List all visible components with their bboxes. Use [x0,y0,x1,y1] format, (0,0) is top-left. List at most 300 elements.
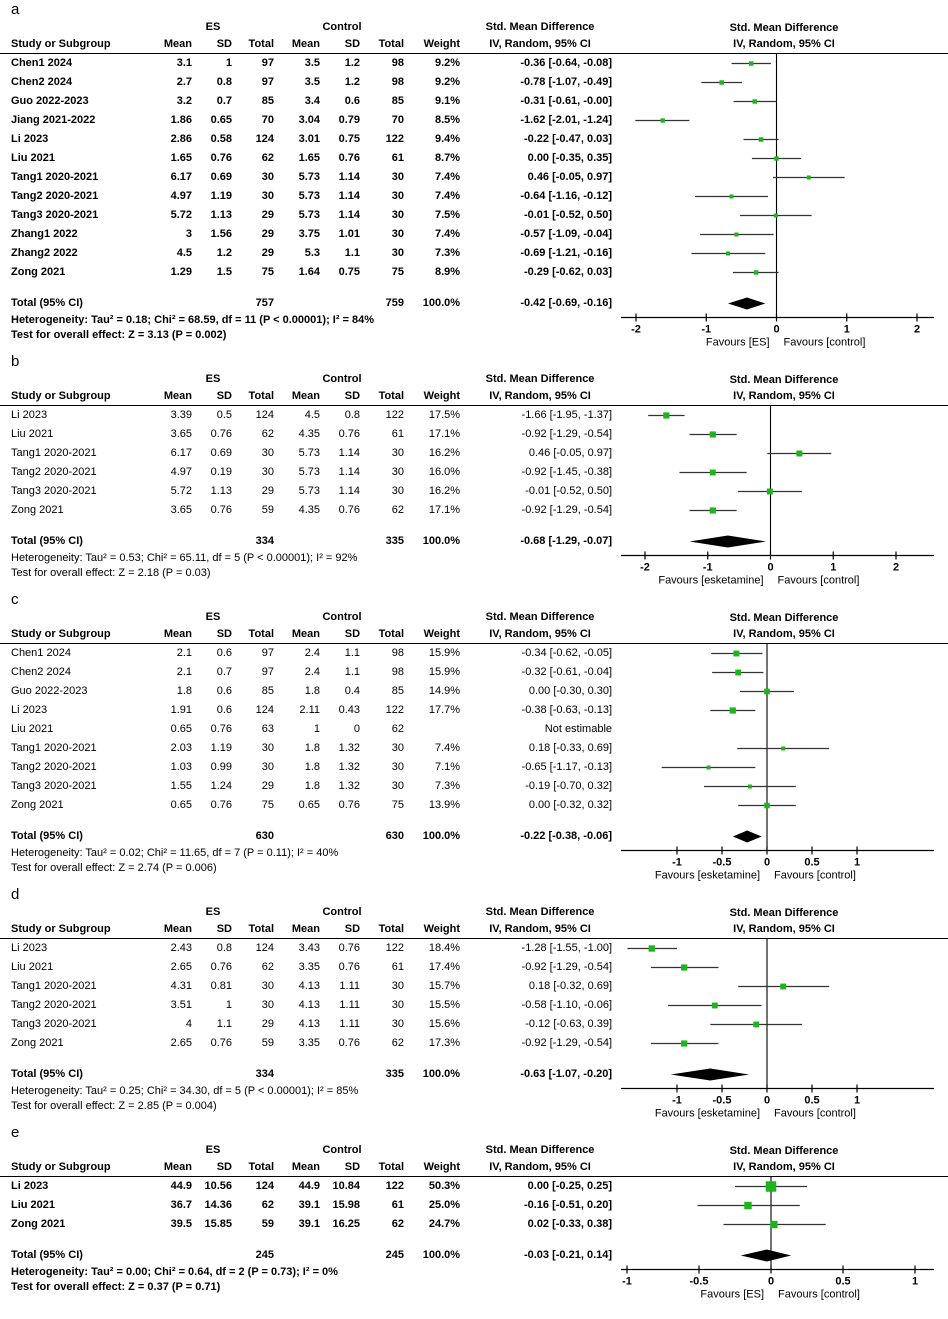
es-total-cell: 29 [261,247,275,259]
effect-marker [719,80,723,84]
column-header: SD [198,920,238,939]
es-total-cell: 30 [261,171,275,183]
ci-cell: 0.18 [-0.32, 0.69] [528,980,613,992]
study-row [0,777,620,796]
es-mean-cell: 2.65 [170,1037,192,1049]
total-es-n-cell: 757 [255,297,275,309]
weight-cell: 8.5% [434,114,461,126]
control-mean-cell: 5.73 [298,447,321,459]
es-sd-cell: 0.76 [210,504,232,516]
overall-effect-text: Test for overall effect: Z = 2.85 (P = 0.004) [11,1100,217,1112]
control-mean-cell: 3.35 [298,1037,321,1049]
total-label-cell: Total (95% CI) [11,297,83,309]
es-mean-cell: 1.86 [170,114,192,126]
control-sd-cell: 0.8 [344,409,361,421]
empty-cell [152,827,198,846]
control-total-cell: 122 [385,133,405,145]
group-header-es: ES [205,21,221,33]
effect-marker [764,689,770,695]
control-total-cell: 98 [391,666,405,678]
effect-marker [759,137,764,142]
effect-marker [770,1221,777,1228]
plot-header [620,905,948,939]
es-total-cell: 97 [261,57,275,69]
group-header-spacer2 [410,610,466,625]
column-header: SD [326,625,366,644]
es-mean-cell: 2.03 [170,742,192,754]
panel-body-b [0,372,948,588]
control-mean-cell: 3.5 [304,57,321,69]
study-name-cell: Chen1 2024 [11,57,73,69]
study-row [0,1034,620,1053]
study-row [0,720,620,739]
control-total-cell: 30 [391,761,405,773]
effect-marker [730,707,736,713]
forest-plot-area [620,610,948,883]
column-header: Total [238,625,280,644]
column-header: Study or Subgroup [0,35,152,54]
control-sd-cell: 1.32 [338,761,361,773]
axis-tick-label: 0.5 [804,1094,820,1107]
weight-cell: 9.2% [434,76,461,88]
study-name-cell: Guo 2022-2023 [11,685,88,697]
study-row [0,425,620,444]
group-header-row [0,905,620,920]
favours-left-label: Favours [esketamine] [658,574,764,587]
study-row [0,939,620,959]
weight-cell: 7.1% [434,761,461,773]
control-total-cell: 61 [391,1199,405,1211]
ci-cell: -0.22 [-0.47, 0.03] [523,133,613,145]
study-row [0,463,620,482]
es-sd-cell: 1.13 [210,485,232,497]
total-ci-cell: -0.22 [-0.38, -0.06] [520,830,613,842]
study-name-cell: Zong 2021 [11,1037,64,1049]
group-header-spacer2 [410,20,466,35]
ci-cell: 0.18 [-0.33, 0.69] [528,742,613,754]
control-mean-cell: 5.73 [298,190,321,202]
control-total-cell: 70 [391,114,405,126]
total-row [0,827,620,846]
study-name-cell: Chen2 2024 [11,76,73,88]
study-row [0,958,620,977]
favours-right-label: Favours [control] [774,869,856,882]
column-header: SD [198,1158,238,1177]
study-name-cell: Li 2023 [11,133,49,145]
control-mean-cell: 39.1 [298,1218,321,1230]
total-es-n-cell: 245 [255,1249,275,1261]
control-mean-cell: 1 [313,723,321,735]
ci-cell: -0.64 [-1.16, -0.12] [520,190,613,202]
control-mean-cell: 1.64 [298,266,321,278]
study-row [0,796,620,815]
es-mean-cell: 1.8 [176,685,192,697]
es-mean-cell: 3 [185,228,192,240]
weight-cell: 9.2% [434,57,461,69]
ci-cell: -0.16 [-0.51, 0.20] [523,1199,613,1211]
effect-marker [735,670,741,676]
study-name-cell: Li 2023 [11,409,48,421]
column-header: Weight [410,625,466,644]
spacer-row [0,1234,620,1246]
es-total-cell: 124 [255,942,275,954]
group-header-spacer [0,372,152,387]
es-total-cell: 30 [261,742,275,754]
plot-header [620,1143,948,1177]
control-mean-cell: 3.01 [298,133,321,145]
total-weight-cell: 100.0% [422,1249,461,1261]
es-total-cell: 62 [261,1199,275,1211]
heterogeneity-text: Heterogeneity: Tau² = 0.02; Chi² = 11.65, df = 7 (P = 0.11); I² = 40% [11,847,339,859]
control-mean-cell: 3.04 [298,114,321,126]
column-header: IV, Random, 95% CI [466,625,620,644]
panel-body-a [0,20,948,350]
es-mean-cell: 3.1 [176,57,192,69]
column-header-row [0,1158,620,1177]
effect-marker [734,232,738,236]
panel-label-d: d [11,886,20,903]
column-header: Mean [152,625,198,644]
study-row [0,663,620,682]
plot-header-line2: IV, Random, 95% CI [733,390,835,402]
axis-tick-label: -2 [640,561,650,574]
control-total-cell: 30 [391,466,405,478]
weight-cell: 17.1% [428,428,461,440]
study-name-cell: Liu 2021 [11,152,56,164]
effect-marker [707,766,711,770]
plot-header-line1: Std. Mean Difference [729,374,839,386]
column-header: Total [238,387,280,406]
control-mean-cell: 4.13 [298,980,321,992]
weight-cell: 7.4% [434,190,461,202]
group-header-control: Control [322,373,362,385]
control-total-cell: 30 [391,742,405,754]
group-header-control: Control [322,1144,362,1156]
effect-measure-header: Std. Mean Difference [485,1144,595,1156]
study-name-cell: Chen1 2024 [11,647,71,659]
group-header-row [0,372,620,387]
column-header: Mean [152,387,198,406]
control-mean-cell: 1.8 [304,742,321,754]
study-row [0,263,620,282]
study-row [0,739,620,758]
forest-plot-area [620,905,948,1121]
spacer-row [0,282,620,294]
control-total-cell: 62 [391,1218,405,1230]
axis-tick-label: 1 [830,561,837,574]
study-name-cell: Li 2023 [11,1180,49,1192]
study-row [0,1196,620,1215]
group-header-spacer2 [410,1143,466,1158]
control-sd-cell: 0.76 [338,504,361,516]
study-row [0,206,620,225]
study-row [0,1015,620,1034]
forest-plot-area [620,372,948,588]
effect-measure-header: Std. Mean Difference [485,611,595,623]
spacer-cell [0,282,620,294]
es-sd-cell: 10.56 [204,1180,232,1192]
control-sd-cell: 0.75 [338,266,361,278]
study-row [0,758,620,777]
control-sd-cell: 1.14 [338,466,361,478]
control-mean-cell: 2.4 [304,666,321,678]
control-sd-cell: 1.32 [338,780,361,792]
column-header-row [0,35,620,54]
es-mean-cell: 3.65 [170,504,192,516]
ci-cell: -0.38 [-0.63, -0.13] [521,704,613,716]
control-total-cell: 122 [385,942,405,954]
study-table [0,610,620,846]
ci-cell: 0.46 [-0.05, 0.97] [528,447,613,459]
control-mean-cell: 44.9 [298,1180,321,1192]
control-total-cell: 62 [391,1037,405,1049]
es-sd-cell: 0.99 [210,761,232,773]
study-name-cell: Tang1 2020-2021 [11,171,99,183]
control-total-cell: 85 [391,685,405,697]
effect-marker [752,99,756,103]
column-header: Study or Subgroup [0,387,152,406]
es-mean-cell: 4.97 [170,190,192,202]
empty-cell [280,1246,326,1265]
control-sd-cell: 15.98 [332,1199,361,1211]
es-total-cell: 29 [261,209,275,221]
favours-left-label: Favours [esketamine] [654,869,760,882]
control-sd-cell: 16.25 [332,1218,361,1230]
control-mean-cell: 1.8 [304,761,321,773]
study-row [0,644,620,664]
weight-cell: 17.7% [428,704,461,716]
weight-cell: 8.9% [434,266,461,278]
study-name-cell: Li 2023 [11,704,48,716]
es-mean-cell: 2.86 [170,133,192,145]
ci-cell: -0.69 [-1.21, -0.16] [520,247,613,259]
control-total-cell: 85 [391,95,405,107]
control-total-cell: 75 [391,799,405,811]
panel-body-e [0,1143,948,1302]
es-total-cell: 75 [261,799,275,811]
empty-cell [280,532,326,551]
total-control-n-cell: 630 [385,830,405,842]
axis-tick-label: 2 [913,323,921,336]
effect-measure-header: Std. Mean Difference [485,21,595,33]
column-header: Total [238,920,280,939]
ci-cell: -0.19 [-0.70, 0.32] [525,780,613,792]
es-sd-cell: 0.58 [210,133,232,145]
control-mean-cell: 5.3 [304,247,321,259]
total-control-n-cell: 245 [385,1249,405,1261]
weight-cell: 7.4% [434,228,461,240]
study-table-area [0,610,620,876]
study-row [0,111,620,130]
total-row [0,1065,620,1084]
axis-tick-label: -0.5 [712,856,732,869]
control-sd-cell: 0.79 [338,114,361,126]
plot-header-line1: Std. Mean Difference [729,907,839,919]
study-row [0,54,620,74]
effect-marker [710,507,716,513]
es-sd-cell: 1.1 [216,1018,232,1030]
ci-cell: -1.28 [-1.55, -1.00] [521,942,613,954]
study-name-cell: Zhang1 2022 [11,228,78,240]
control-sd-cell: 1.1 [344,647,361,659]
axis-tick-label: -1 [701,323,712,336]
es-sd-cell: 1.2 [216,247,232,259]
es-sd-cell: 0.65 [210,114,232,126]
ci-cell: -1.66 [-1.95, -1.37] [521,409,613,421]
summary-diamond [728,298,765,310]
panel-label-a: a [11,1,20,18]
axis-tick-label: 0 [767,561,774,574]
control-sd-cell: 0.76 [338,961,361,973]
effect-marker [710,470,716,476]
control-sd-cell: 1.14 [338,171,361,183]
es-mean-cell: 2.7 [176,76,192,88]
control-mean-cell: 4.35 [298,428,321,440]
empty-cell [326,1246,366,1265]
control-total-cell: 122 [385,409,405,421]
control-sd-cell: 1.32 [338,742,361,754]
study-name-cell: Zong 2021 [11,799,64,811]
study-row [0,149,620,168]
es-total-cell: 29 [261,780,275,792]
group-header-spacer2 [410,372,466,387]
empty-cell [152,294,198,313]
es-sd-cell: 0.69 [210,447,232,459]
axis-tick-label: 0 [767,1275,775,1288]
heterogeneity-text: Heterogeneity: Tau² = 0.53; Chi² = 65.11, df = 5 (P < 0.00001); I² = 92% [11,552,358,564]
es-total-cell: 62 [261,961,275,973]
total-ci-cell: -0.03 [-0.21, 0.14] [523,1249,613,1261]
es-total-cell: 70 [261,114,275,126]
effect-marker [681,964,687,970]
effect-marker [681,1040,687,1046]
panel-label-b: b [11,353,20,370]
study-row [0,92,620,111]
axis-tick-label: -0.5 [689,1275,709,1288]
study-name-cell: Tang1 2020-2021 [11,980,97,992]
forest-plot-c [620,644,948,883]
es-total-cell: 97 [261,647,275,659]
study-name-cell: Chen2 2024 [11,666,71,678]
effect-marker [730,194,734,198]
ci-cell: -0.12 [-0.63, 0.39] [525,1018,613,1030]
es-mean-cell: 2.65 [170,961,192,973]
control-sd-cell: 0.75 [338,133,361,145]
weight-cell: 15.9% [428,647,461,659]
study-name-cell: Liu 2021 [11,1199,56,1211]
control-sd-cell: 0.76 [338,1037,361,1049]
ci-cell: -0.58 [-1.10, -0.06] [521,999,613,1011]
empty-cell [198,532,238,551]
total-weight-cell: 100.0% [422,535,461,547]
axis-tick-label: 2 [892,561,900,574]
column-header: IV, Random, 95% CI [466,1158,620,1177]
weight-cell: 16.0% [428,466,461,478]
control-mean-cell: 5.73 [298,485,321,497]
effect-marker [796,451,802,457]
es-mean-cell: 1.03 [170,761,192,773]
control-sd-cell: 0.76 [338,799,361,811]
panel-body-c [0,610,948,883]
study-name-cell: Zong 2021 [11,1218,66,1230]
weight-cell: 24.7% [428,1218,461,1230]
study-table-area [0,20,620,343]
weight-cell: 9.1% [434,95,461,107]
es-sd-cell: 0.6 [216,704,232,716]
weight-cell: 17.4% [428,961,461,973]
weight-cell: 15.7% [428,980,461,992]
group-header-control: Control [322,611,362,623]
study-row [0,244,620,263]
control-sd-cell: 0.43 [338,704,361,716]
effect-marker [767,489,773,495]
es-mean-cell: 1.91 [170,704,192,716]
total-row [0,532,620,551]
study-name-cell: Jiang 2021-2022 [11,114,96,126]
control-total-cell: 30 [391,209,405,221]
ci-cell: -0.01 [-0.52, 0.50] [523,209,613,221]
study-name-cell: Zhang2 2022 [11,247,78,259]
study-table [0,20,620,313]
plot-header-line2: IV, Random, 95% CI [733,38,835,50]
es-total-cell: 124 [255,409,275,421]
group-header-control: Control [322,21,362,33]
column-header: Weight [410,920,466,939]
es-mean-cell: 36.7 [170,1199,192,1211]
axis-tick-label: 1 [843,323,850,336]
study-row [0,701,620,720]
control-sd-cell: 1.14 [338,190,361,202]
es-total-cell: 97 [261,666,275,678]
study-table-area [0,372,620,581]
spacer-cell [0,815,620,827]
group-header-es: ES [205,1144,221,1156]
favours-left-label: Favours [ES] [700,1288,764,1301]
axis-tick-label: 0 [763,1094,771,1107]
spacer-cell [0,1234,620,1246]
panel-a [0,0,948,350]
ci-cell: -0.92 [-1.29, -0.54] [521,428,613,440]
column-header-row [0,387,620,406]
es-total-cell: 30 [261,447,275,459]
summary-diamond [690,536,767,548]
study-row [0,977,620,996]
es-mean-cell: 2.1 [176,647,192,659]
control-total-cell: 98 [391,76,405,88]
es-sd-cell: 1.5 [216,266,232,278]
es-sd-cell: 0.69 [210,171,232,183]
control-total-cell: 61 [391,428,405,440]
control-mean-cell: 1.65 [298,152,321,164]
empty-cell [326,532,366,551]
es-mean-cell: 3.39 [170,409,192,421]
group-header-spacer [0,905,152,920]
column-header: Total [366,920,410,939]
es-mean-cell: 4.31 [170,980,192,992]
control-total-cell: 30 [391,171,405,183]
total-label-cell: Total (95% CI) [11,830,83,842]
column-header: Mean [280,625,326,644]
weight-cell: 17.5% [428,409,461,421]
es-sd-cell: 0.76 [210,1037,232,1049]
control-mean-cell: 3.35 [298,961,321,973]
ci-cell: -0.32 [-0.61, -0.04] [521,666,613,678]
column-header: SD [326,35,366,54]
weight-cell: 15.9% [428,666,461,678]
ci-cell: 0.00 [-0.32, 0.32] [528,799,613,811]
control-total-cell: 62 [391,723,405,735]
weight-cell: 16.2% [428,485,461,497]
